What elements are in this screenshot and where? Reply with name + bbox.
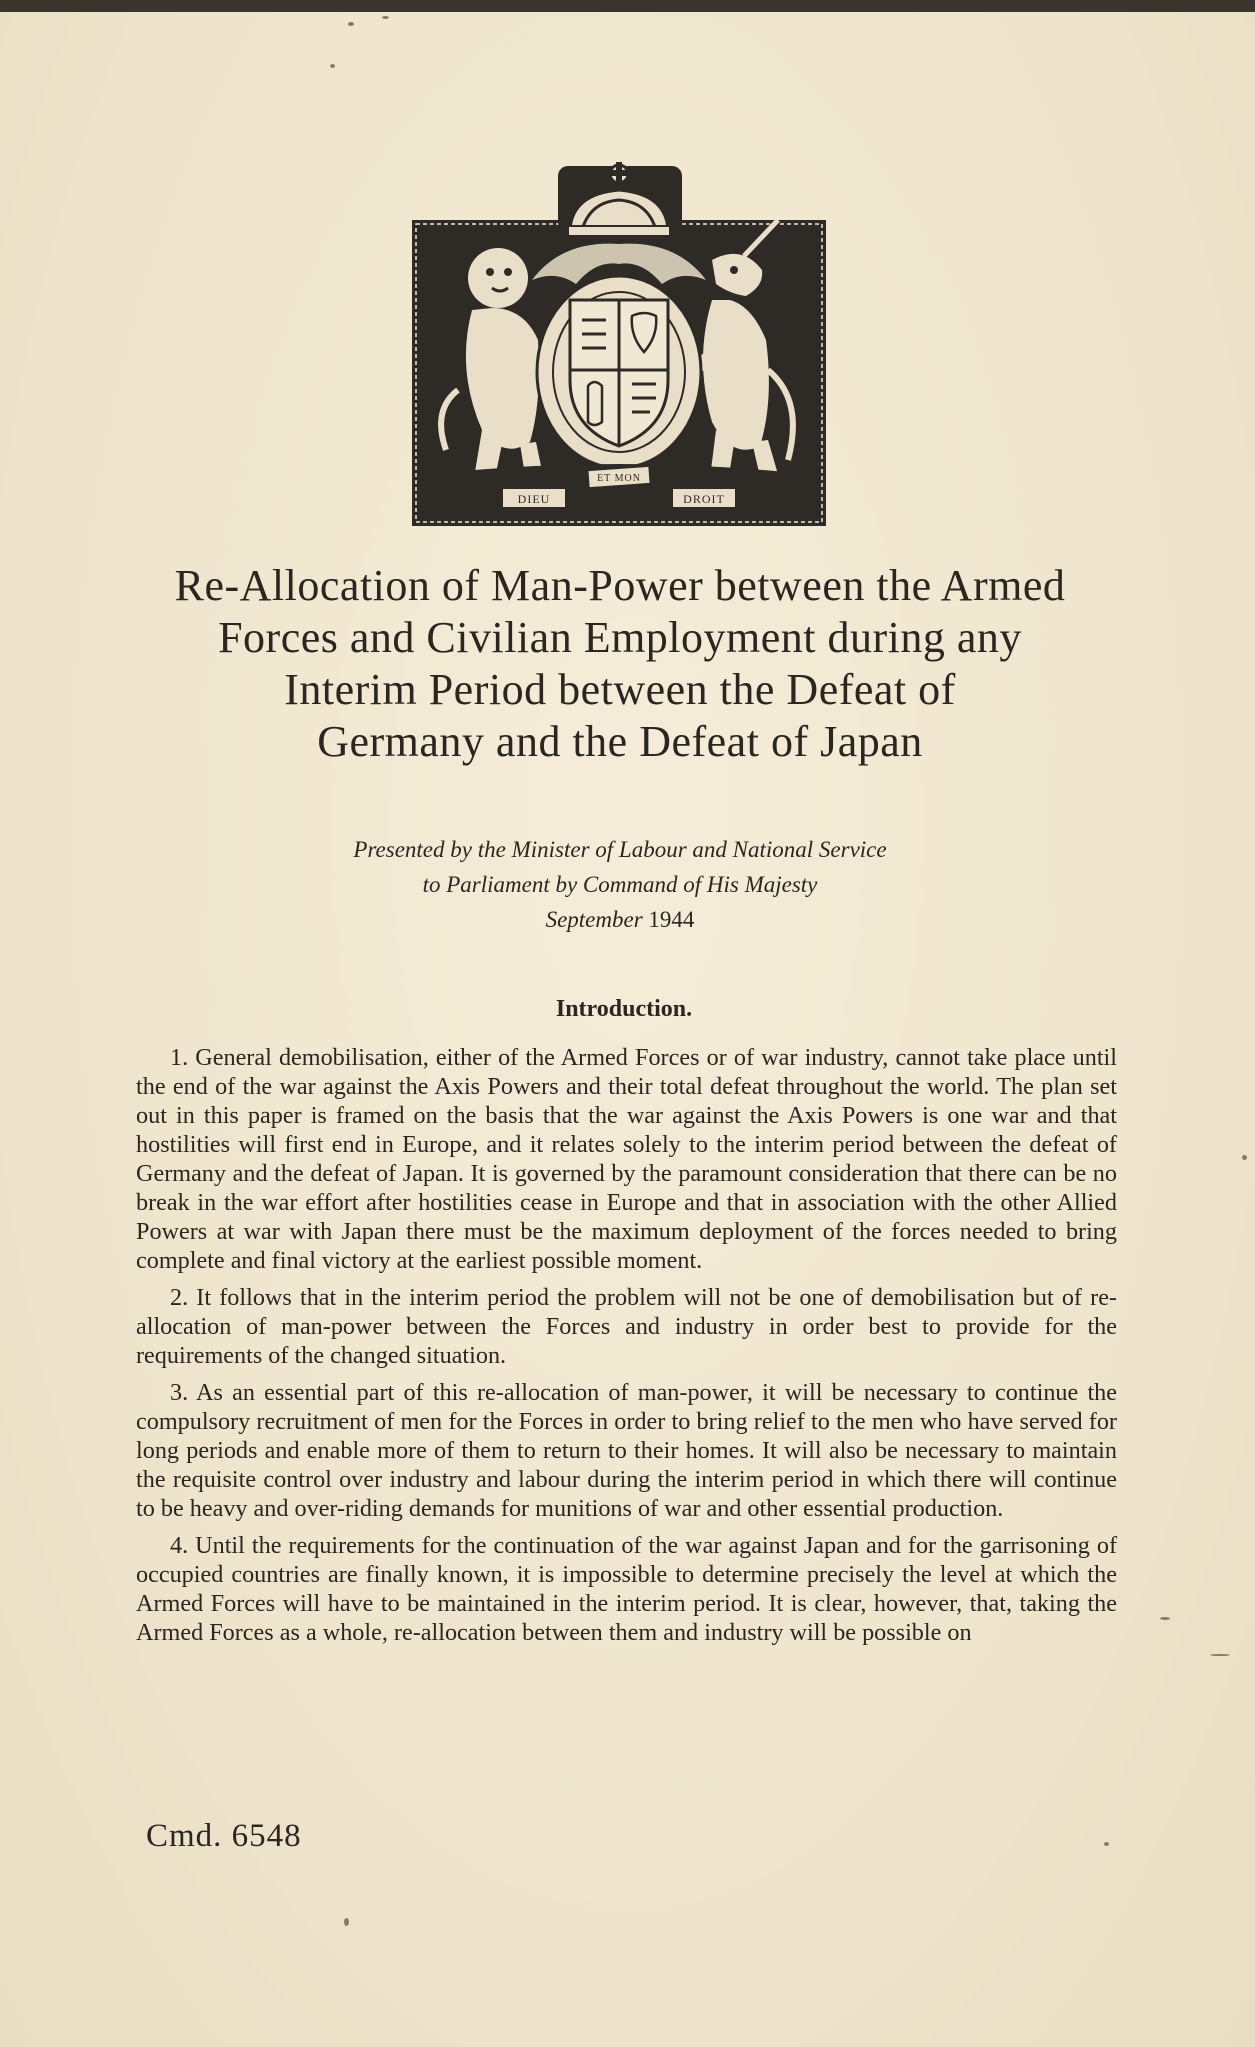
title-line: Germany and the Defeat of Japan [317,717,923,766]
scan-top-edge [0,0,1255,12]
paragraph-2: 2. It follows that in the interim period the problem will not be one of demobilisation but of re-allocation of man-power between the Forces and industry in order best to provide for the requirements of the changed situation. [136,1284,1117,1369]
paragraph-1: 1. General demobilisation, either of the Armed Forces or of war industry, cannot take place until the end of the war against the Axis Powers and their total defeat throughout the world. The plan set out in this paper is framed on the basis that the war against the Axis Powers is one war and that hostilities will first end in Europe, and it relates solely to the interim period between the defeat of Germany and the defeat of Japan. It is governed by the paramount consideration that there can be no break in the war effort after hostilities cease in Europe and that in association with the other Allied Powers at war with Japan there must be the maximum deployment of the forces needed to bring complete and final victory at the earliest possible moment. [136,1044,1117,1274]
paragraph-4: 4. Until the requirements for the continuation of the war against Japan and for the garrisoning of occupied countries are finally known, it is impossible to determine precisely the level at which the Armed Forces will have to be maintained in the interim period. It is clear, however, that, taking the Armed Forces as a whole, re-allocation between them and industry will be possible on [136,1532,1117,1646]
scan-speck [1210,1654,1230,1656]
title-line: Forces and Civilian Employment during any [218,613,1022,662]
royal-coat-of-arms [412,160,826,526]
document-title [120,560,1120,768]
scan-speck [1104,1842,1109,1846]
section-heading: Introduction. [555,996,693,1022]
scan-speck [344,1918,349,1926]
command-number: Cmd. 6548 [146,1818,302,1854]
motto-middle: ET MON [597,473,641,484]
paragraph-3: 3. As an essential part of this re-allocation of man-power, it will be necessary to continue the compulsory recruitment of men for the Forces in order to bring relief to the men who have served for long periods and enable more of them to return to their homes. It will also be necessary to maintain the requisite control over industry and labour during the interim period in which there will continue to be heavy and over-riding demands for munitions of war and other essential production. [136,1379,1117,1522]
presented-month: September [545,907,643,932]
motto-left: DIEU [517,492,551,506]
scan-speck [382,16,389,19]
presented-year: 1944 [648,907,695,932]
scan-speck [1242,1155,1247,1160]
title-line: Interim Period between the Defeat of [284,665,956,714]
presentation-note [200,832,1040,937]
motto-right: DROIT [683,492,725,506]
scan-speck [348,22,354,26]
scan-speck [330,64,335,68]
title-line: Re-Allocation of Man-Power between the Armed [174,561,1066,610]
presented-date [200,902,1040,937]
shield-icon [537,276,701,468]
scan-speck [1160,1617,1170,1620]
presented-line-1: Presented by the Minister of Labour and National Service [353,837,887,862]
body-text [136,1043,1117,1655]
crown-icon [558,162,682,236]
presented-line-2: to Parliament by Command of His Majesty [422,872,818,897]
